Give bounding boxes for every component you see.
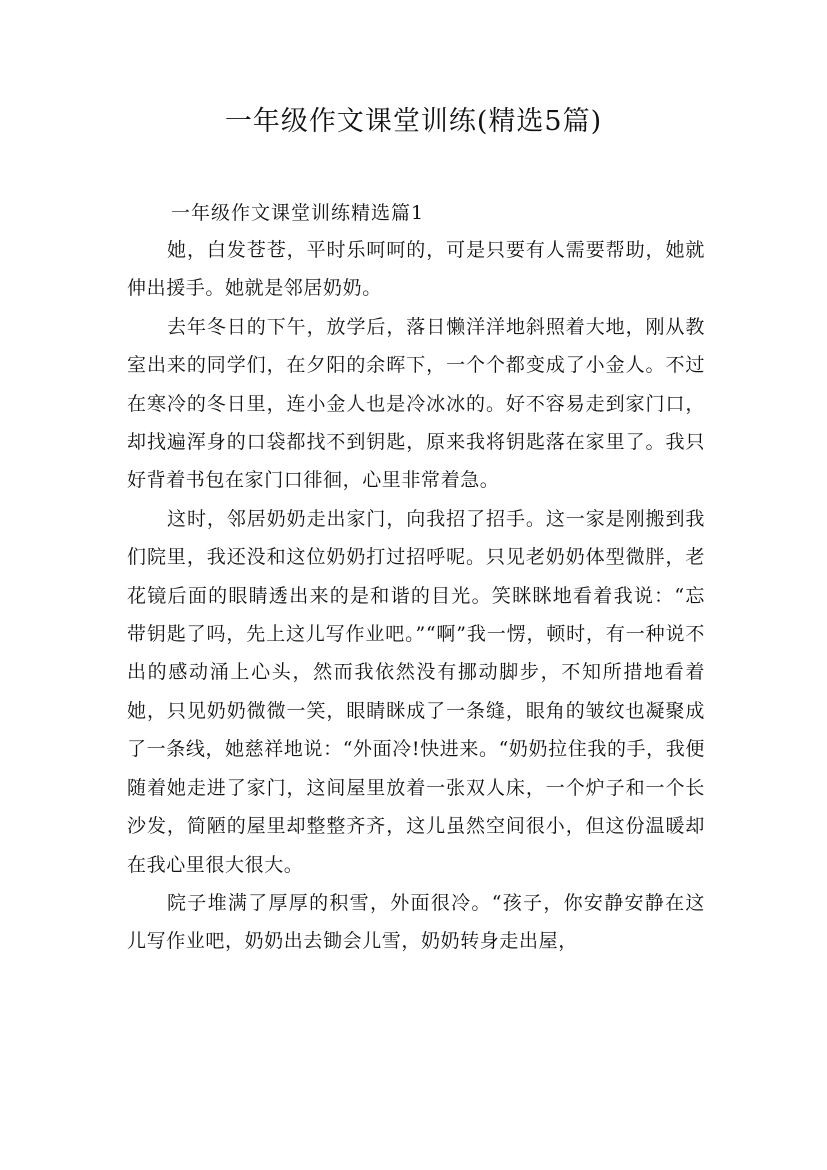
paragraph-3: 这时，邻居奶奶走出家门，向我招了招手。这一家是刚搬到我们院里，我还没和这位奶奶打过招呼呢。只见老奶奶体型微胖，老花镜后面的眼睛透出来的是和谐的目光。笑眯眯地看着我说：“忘带钥匙了吗，先上这儿写作业吧。”“啊”我一愣，顿时，有一种说不出的感动涌上心头，然而我依然没有挪动脚步，不知所措地看着她，只见奶奶微微一笑，眼睛眯成了一条缝，眼角的皱纹也凝聚成了一条线，她慈祥地说：“外面冷!快进来。“奶奶拉住我的手，我便随着她走进了家门，这间屋里放着一张双人床，一个炉子和一个长沙发，简陋的屋里却整整齐齐，这儿虽然空间很小，但这份温暖却在我心里很大很大。 (127, 507, 705, 876)
paragraph-4: 院子堆满了厚厚的积雪，外面很冷。“孩子，你安静安静在这儿写作业吧，奶奶出去锄会儿雪，奶奶转身走出屋， (127, 891, 705, 953)
document-body (127, 195, 705, 961)
paragraph-1: 她，白发苍苍，平时乐呵呵的，可是只要有人需要帮助，她就伸出援手。她就是邻居奶奶。 (127, 239, 705, 300)
paragraph-2: 去年冬日的下午，放学后，落日懒洋洋地斜照着大地，刚从教室出来的同学们，在夕阳的余晖下，一个个都变成了小金人。不过在寒冷的冬日里，连小金人也是冷冰冰的。好不容易走到家门口，却找遍浑身的口袋都找不到钥匙，原来我将钥匙落在家里了。我只好背着书包在家门口徘徊，心里非常着急。 (127, 315, 705, 492)
section-heading: 一年级作文课堂训练精选篇1 (171, 202, 425, 224)
document-title: 一年级作文课堂训练(精选5篇) (224, 106, 603, 137)
